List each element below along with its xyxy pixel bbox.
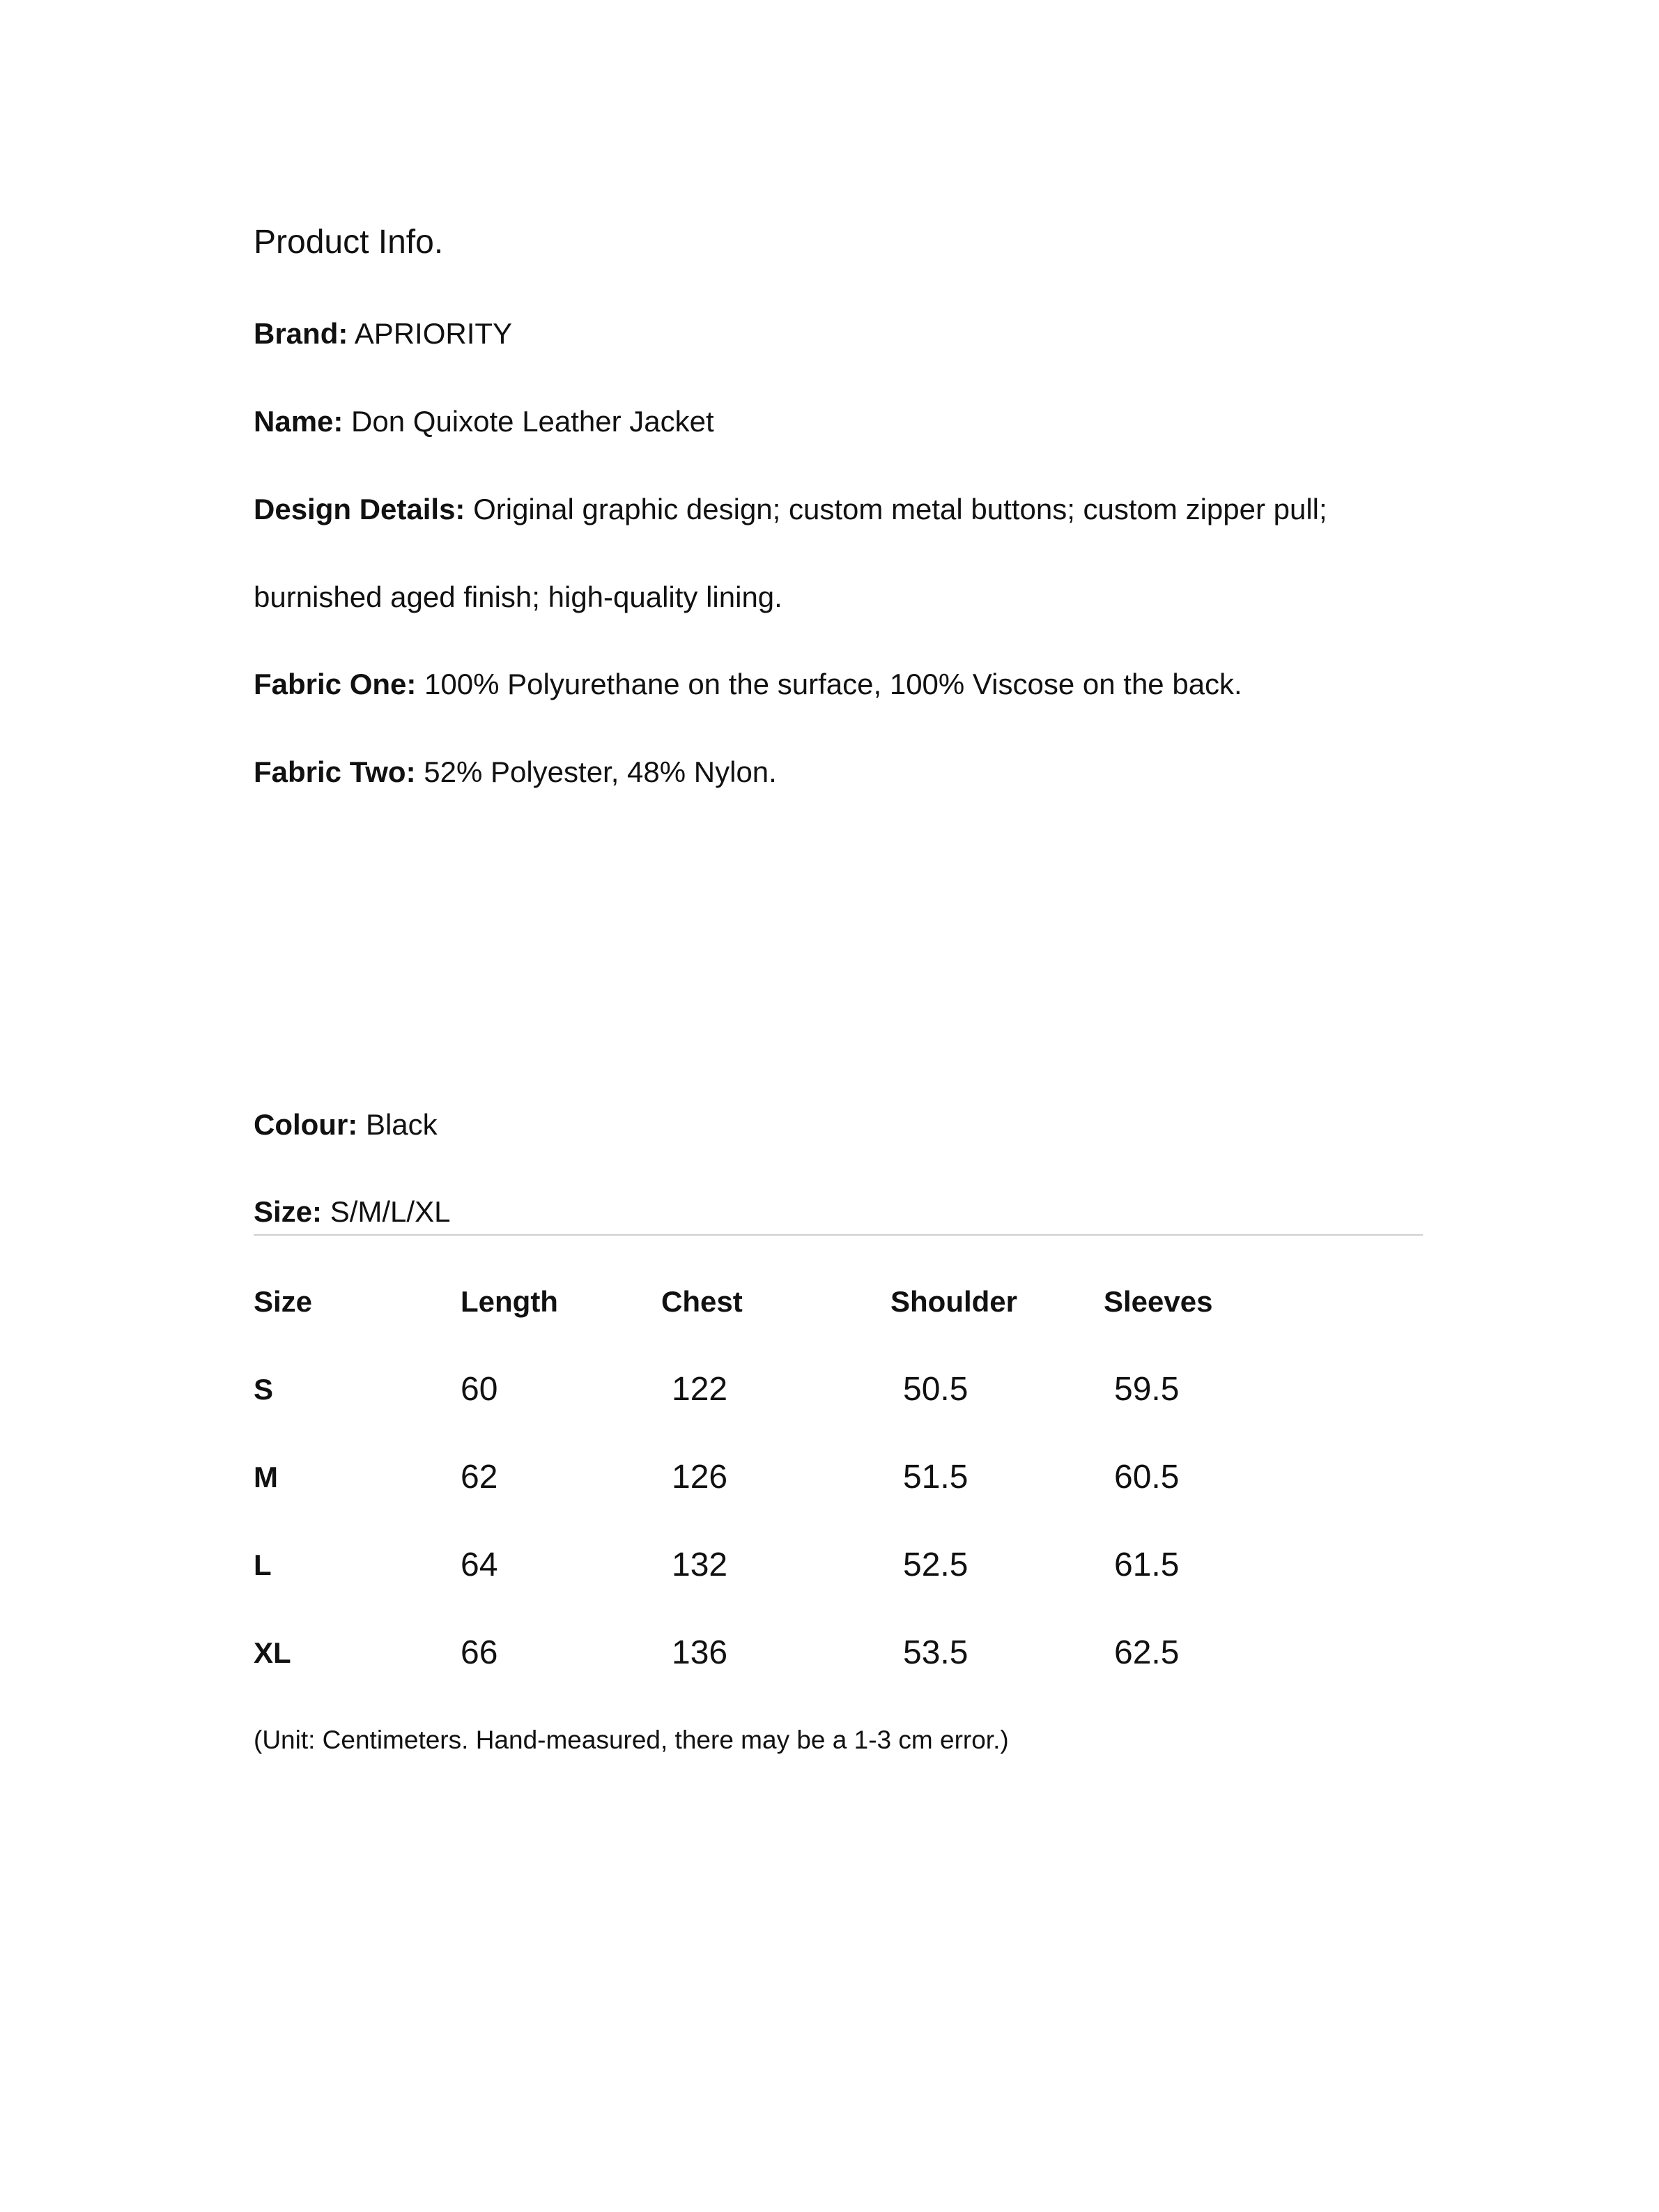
table-header-length: Length — [461, 1285, 558, 1318]
fabric-two-label: Fabric Two: — [254, 755, 416, 788]
row-size-label: L — [254, 1549, 272, 1581]
cell-sleeves: 61.5 — [1114, 1546, 1180, 1583]
cell-sleeves: 59.5 — [1114, 1371, 1180, 1408]
fabric-two-line — [254, 753, 777, 791]
fabric-two-value: 52% Polyester, 48% Nylon. — [415, 755, 777, 788]
table-header-size: Size — [254, 1285, 313, 1318]
brand-value: APRIORITY — [348, 317, 513, 350]
cell-shoulder: 52.5 — [903, 1546, 969, 1583]
colour-value: Black — [357, 1108, 438, 1141]
size-divider — [254, 1234, 1423, 1236]
cell-chest: 132 — [672, 1546, 728, 1583]
cell-length: 66 — [461, 1634, 498, 1671]
cell-length: 64 — [461, 1546, 498, 1583]
cell-length: 62 — [461, 1459, 498, 1496]
measurement-note: (Unit: Centimeters. Hand-measured, there may be a 1-3 cm error.) — [254, 1726, 1009, 1754]
row-size-label: XL — [254, 1636, 291, 1669]
cell-chest: 136 — [672, 1634, 728, 1671]
size-value: S/M/L/XL — [322, 1195, 451, 1228]
design-details-line — [254, 491, 1327, 528]
cell-sleeves: 60.5 — [1114, 1459, 1180, 1496]
fabric-one-line — [254, 666, 1242, 703]
colour-label: Colour: — [254, 1108, 358, 1141]
cell-length: 60 — [461, 1371, 498, 1408]
cell-chest: 126 — [672, 1459, 728, 1496]
cell-shoulder: 53.5 — [903, 1634, 969, 1671]
design-details-value: Original graphic design; custom metal buttons; custom zipper pull; — [465, 493, 1327, 525]
product-info-title: Product Info. — [254, 224, 444, 261]
brand-line — [254, 315, 512, 353]
design-details-value-2: burnished aged finish; high-quality lining. — [254, 581, 782, 613]
design-details-continued — [254, 578, 782, 616]
table-header-sleeves: Sleeves — [1104, 1285, 1213, 1318]
name-line — [254, 403, 714, 440]
brand-label: Brand: — [254, 317, 348, 350]
name-value: Don Quixote Leather Jacket — [343, 405, 714, 438]
row-size-label: M — [254, 1461, 278, 1493]
cell-shoulder: 50.5 — [903, 1371, 969, 1408]
fabric-one-value: 100% Polyurethane on the surface, 100% Viscose on the back. — [416, 668, 1242, 700]
cell-chest: 122 — [672, 1371, 728, 1408]
table-header-chest: Chest — [661, 1285, 743, 1318]
table-header-shoulder: Shoulder — [890, 1285, 1018, 1318]
row-size-label: S — [254, 1373, 274, 1406]
size-label: Size: — [254, 1195, 323, 1228]
cell-sleeves: 62.5 — [1114, 1634, 1180, 1671]
fabric-one-label: Fabric One: — [254, 668, 417, 700]
cell-shoulder: 51.5 — [903, 1459, 969, 1496]
size-line — [254, 1193, 450, 1231]
name-label: Name: — [254, 405, 344, 438]
design-details-label: Design Details: — [254, 493, 465, 525]
colour-line — [254, 1106, 438, 1144]
